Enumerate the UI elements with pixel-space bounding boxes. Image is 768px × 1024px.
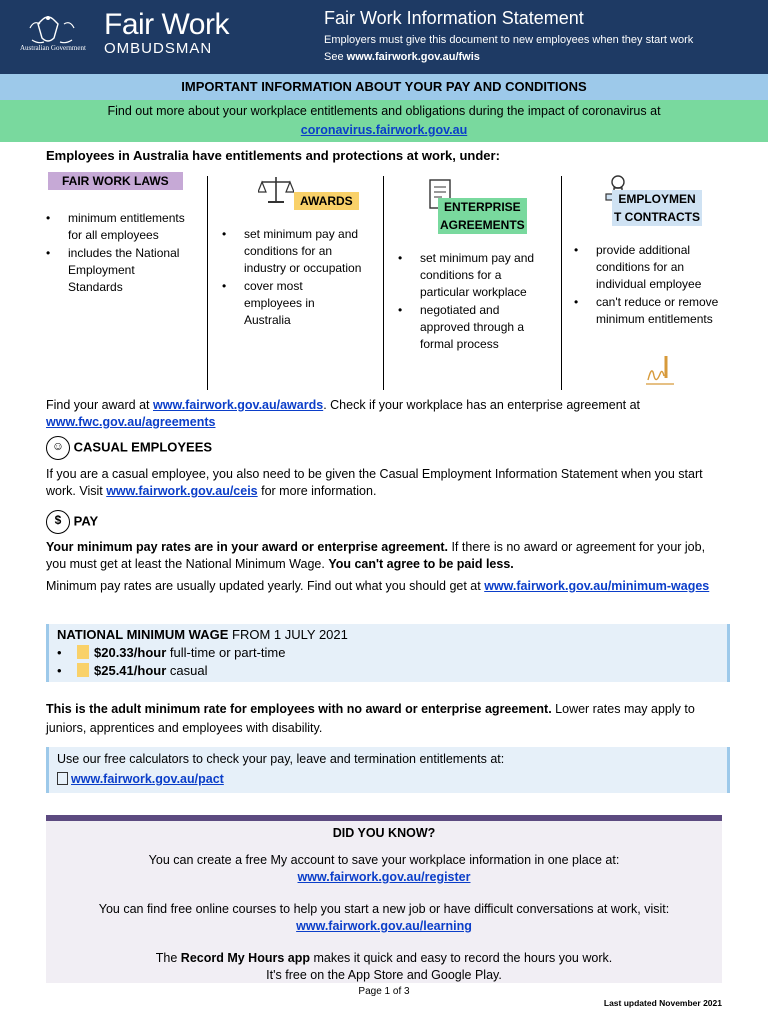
signature-icon bbox=[644, 352, 676, 388]
list-item: • provide additional conditions for an individual employee bbox=[574, 242, 720, 293]
enterprise-agreements-heading bbox=[438, 198, 527, 234]
awards-list bbox=[222, 226, 362, 329]
fair-work-laws-list bbox=[46, 210, 186, 296]
record-hours-text bbox=[46, 950, 722, 967]
wage-title-bold: NATIONAL MINIMUM WAGE bbox=[57, 627, 229, 642]
did-you-know-box bbox=[46, 815, 722, 983]
rate-label: casual bbox=[166, 663, 208, 678]
fwis-link[interactable]: www.fairwork.gov.au/fwis bbox=[346, 51, 480, 63]
app-store-text: It's free on the App Store and Google Play. bbox=[266, 968, 502, 982]
divider bbox=[383, 176, 384, 390]
last-updated: Last updated November 2021 bbox=[603, 998, 722, 1008]
divider bbox=[207, 176, 208, 390]
heading-line: T CONTRACTS bbox=[614, 210, 700, 224]
pay-update-text: Minimum pay rates are usually updated yearly. Find out what you should get at bbox=[46, 579, 485, 593]
adult-rate-paragraph bbox=[46, 700, 726, 738]
header-link-line bbox=[324, 51, 480, 63]
pay-section-title bbox=[46, 510, 98, 534]
list-item: • can't reduce or remove minimum entitlements bbox=[574, 294, 720, 328]
coronavirus-link[interactable]: coronavirus.fairwork.gov.au bbox=[300, 123, 468, 137]
list-item: • minimum entitlements for all employees bbox=[46, 210, 186, 244]
minimum-wage-box bbox=[46, 624, 730, 682]
awards-heading: AWARDS bbox=[294, 192, 359, 210]
pay-paragraph bbox=[46, 539, 726, 573]
column-employment-contracts bbox=[574, 172, 724, 390]
page-title: Fair Work Information Statement bbox=[324, 8, 584, 28]
casual-paragraph bbox=[46, 466, 726, 500]
employment-contracts-heading bbox=[612, 190, 702, 226]
column-awards bbox=[222, 172, 378, 390]
record-hours-bold: Record My Hours app bbox=[180, 951, 310, 965]
learning-link[interactable]: www.fairwork.gov.au/learning bbox=[296, 919, 472, 933]
header-subtitle: Employers must give this document to new employees when they start work bbox=[324, 34, 694, 46]
scales-icon bbox=[258, 174, 294, 206]
list-item: • set minimum pay and conditions for a particular workplace bbox=[398, 250, 548, 301]
header-link-prefix: See bbox=[324, 51, 347, 63]
casual-section-title bbox=[46, 436, 212, 460]
calendar-icon bbox=[77, 663, 89, 677]
person-icon: ☺ bbox=[46, 436, 70, 460]
did-you-know-title: DID YOU KNOW? bbox=[332, 826, 436, 840]
dollar-icon: $ bbox=[46, 510, 70, 534]
ceis-link[interactable]: www.fairwork.gov.au/ceis bbox=[106, 484, 258, 498]
awards-link[interactable]: www.fairwork.gov.au/awards bbox=[153, 398, 324, 412]
brand-subtitle: OMBUDSMAN bbox=[104, 40, 213, 57]
column-enterprise-agreements bbox=[398, 172, 554, 390]
calendar-icon bbox=[77, 645, 89, 659]
important-banner: IMPORTANT INFORMATION ABOUT YOUR PAY AND CONDITIONS bbox=[0, 74, 768, 100]
pay-bold-text: You can't agree to be paid less. bbox=[328, 557, 514, 571]
pay-title-text: PAY bbox=[73, 513, 99, 529]
pact-link[interactable]: www.fairwork.gov.au/pact bbox=[71, 772, 224, 786]
government-label: Australian Government bbox=[20, 44, 86, 52]
rate-value: $20.33/hour bbox=[94, 645, 167, 660]
page-number: Page 1 of 3 bbox=[358, 986, 410, 997]
casual-text: If you are a casual employee, you also need to be given the Casual Employment Information Statement when you start work. Visit bbox=[46, 467, 703, 498]
rate-value: $25.41/hour bbox=[94, 663, 167, 678]
record-hours-prefix: The bbox=[155, 951, 181, 965]
brand-title: Fair Work bbox=[104, 8, 229, 41]
agreements-link[interactable]: www.fwc.gov.au/agreements bbox=[46, 415, 216, 429]
pay-text: If there is no award or agreement for your job, you must get at least the National Minimum Wage. bbox=[46, 540, 706, 571]
employment-contracts-list bbox=[574, 242, 720, 329]
wage-title-rest: FROM 1 JULY 2021 bbox=[228, 627, 348, 642]
enterprise-agreements-list bbox=[398, 250, 548, 354]
wage-rate-row bbox=[57, 662, 719, 680]
adult-text: Lower rates may apply to juniors, apprentices and employees with disability. bbox=[46, 702, 695, 735]
column-fair-work-laws bbox=[46, 172, 202, 390]
adult-bold-text: This is the adult minimum rate for employees with no award or enterprise agreement. bbox=[46, 702, 552, 716]
bullet: • bbox=[57, 645, 62, 660]
calculators-link-row bbox=[57, 769, 719, 789]
list-item: • negotiated and approved through a formal process bbox=[398, 302, 548, 353]
rate-label: full-time or part-time bbox=[166, 645, 286, 660]
casual-suffix: for more information. bbox=[257, 484, 377, 498]
calculators-box bbox=[46, 747, 730, 793]
pay-update-paragraph bbox=[46, 578, 726, 595]
divider bbox=[561, 176, 562, 390]
award-info bbox=[46, 397, 726, 431]
coronavirus-text: Find out more about your workplace entitlements and obligations during the impact of coronavirus at bbox=[107, 104, 661, 118]
intro-heading: Employees in Australia have entitlements and protections at work, under: bbox=[46, 148, 500, 163]
fair-work-laws-heading: FAIR WORK LAWS bbox=[48, 172, 183, 190]
list-item: • set minimum pay and conditions for an industry or occupation bbox=[222, 226, 362, 277]
list-item: • cover most employees in Australia bbox=[222, 278, 362, 329]
calculator-icon bbox=[57, 772, 68, 785]
award-text: . Check if your workplace has an enterprise agreement at bbox=[323, 398, 641, 412]
casual-title-text: CASUAL EMPLOYEES bbox=[73, 439, 213, 455]
header-bar bbox=[0, 0, 768, 74]
pay-bold-text: Your minimum pay rates are in your award or enterprise agreement. bbox=[46, 540, 448, 554]
heading-line: AGREEMENTS bbox=[440, 218, 525, 232]
bullet: • bbox=[57, 663, 62, 678]
minimum-wages-link[interactable]: www.fairwork.gov.au/minimum-wages bbox=[484, 579, 710, 593]
coronavirus-banner bbox=[0, 100, 768, 142]
learning-text: You can find free online courses to help you start a new job or have difficult conversations at work, visit: bbox=[98, 902, 670, 916]
calculators-text: Use our free calculators to check your pay, leave and termination entitlements at: bbox=[57, 752, 505, 766]
heading-line: EMPLOYMEN bbox=[618, 192, 696, 206]
wage-rate-row bbox=[57, 644, 719, 662]
register-link[interactable]: www.fairwork.gov.au/register bbox=[297, 870, 471, 884]
list-item: • includes the National Employment Standards bbox=[46, 245, 186, 296]
wage-title bbox=[57, 626, 719, 644]
heading-line: ENTERPRISE bbox=[444, 200, 521, 214]
award-text: Find your award at bbox=[46, 398, 153, 412]
register-text: You can create a free My account to save your workplace information in one place at: bbox=[148, 853, 620, 867]
record-hours-rest: makes it quick and easy to record the hours you work. bbox=[309, 951, 613, 965]
